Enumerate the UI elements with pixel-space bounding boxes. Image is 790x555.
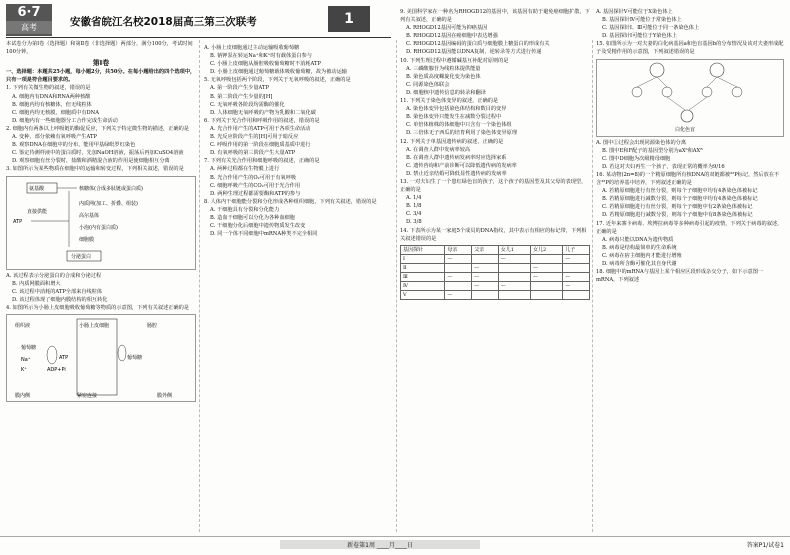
question-stem: 3. 如图所示为某些物质在细胞中的运输和转变过程，下列相关叙述，错误的是 [6,166,184,173]
column-2 [204,44,394,238]
answer-option: C. 无氧呼吸各阶段均需酶的催化 [210,101,285,108]
answer-option: D. 细胞核中遗传信息的转录和翻译 [406,89,486,96]
table-cell [498,263,530,272]
table-cell: — [531,263,563,272]
answer-option: B. 若精原细胞进行减数分裂，则每个子细胞中均有4条染色体被标记 [602,196,758,203]
table-cell: — [472,282,499,291]
answer-option: B. 染色体变异只能发生在减数分裂过程中 [406,114,502,121]
question-stem: 5. 无氧呼吸包括两个阶段，下列关于无氧呼吸的叙述，正确的是 [204,77,351,84]
fig-label: 分泌蛋白 [71,253,92,260]
fig-label: 肠腔 [147,322,158,329]
fig-label: 核糖体(合成多肽链或蛋白质) [79,185,143,192]
table-cell [445,263,472,272]
answer-option: C. 基因探针Ⅰ、Ⅲ可能位于同一条染色体上 [602,25,700,32]
answer-option: D. 该过程体现了细胞内膜结构的相互转化 [12,296,108,303]
answer-option: A. 若精原细胞进行有丝分裂，则每个子细胞中均有4条染色体被标记 [602,188,758,195]
table-cell: — [563,282,590,291]
question-stem: 10. 下列生理过程中遵循碱基互补配对原则的是 [400,57,509,64]
answer-option: B. 观察DNA在细胞中的分布，能用甲基绿吡罗红染色 [12,142,136,149]
table-cell: Ⅳ [401,282,445,291]
table-cell [472,254,499,263]
table-cell: Ⅰ [401,254,445,263]
fig-label: 氨基酸 [29,185,45,192]
answer-option: B. 造血干细胞可以分化为各种血细胞 [210,214,295,221]
answer-option: D. 病毒所含酶可催化其自身代谢 [602,260,677,267]
fig-label: 膜内侧 [15,392,31,399]
fig-label: 白化色盲 [675,126,696,133]
exam-title: 安徽省皖江名校2018届高三第三次联考 [70,16,257,28]
table-cell [445,282,472,291]
answer-option: D. 同一个体不同细胞中mRNA种类不完全相同 [210,231,318,238]
table-header-row [401,245,590,254]
question-list [596,8,784,57]
answer-option: C. 遗传咨询和产前诊断可以降低遗传病的发病率 [406,162,517,169]
table-cell: — [563,254,590,263]
answer-option: C. 病毒在宿主细胞内才能进行增殖 [602,252,682,259]
answer-option: C. 呼吸作用的第一阶段在细胞质基质中进行 [210,142,311,149]
question-stem: 7. 下列有关光合作用和细胞呼吸的叙述，正确的是 [204,158,320,165]
answer-option: B. 基因探针Ⅳ可能位于常染色体上 [602,17,682,24]
answer-option: A. 光合作用产生的ATP可用于各项生命活动 [210,125,311,132]
fig-label: 高尔基体 [79,212,100,219]
footer-week-label: 新卷第1周 ____月____日 [280,540,480,549]
answer-option: D. 人体细胞无氧呼吸的产物为乳酸和二氧化碳 [210,109,316,116]
answer-option: C. 3/4 [406,211,422,218]
answer-option: D. 三倍体无子西瓜的培育利用了染色体变异原理 [406,130,518,137]
footer-page-ref: 答案P1/试卷1 [746,542,784,549]
question-stem: 17. 近年来寨卡病毒、埃博拉病毒等多种病毒引起的疫情，下列关于病毒的叙述，正确的是 [596,220,783,235]
column-1 [6,6,196,404]
question-stem: 6. 下列关于光合作用和呼吸作用的叙述，错误的是 [204,117,320,124]
table-header-cell: 基因探针 [401,245,445,254]
question-stem: A. 基因探针Ⅴ可能位于X染色体上 [596,9,673,15]
table-header-cell: 儿子 [563,245,590,254]
answer-option: B. 细胞内均有核糖体，但无线粒体 [12,101,92,108]
answer-option: A. 细胞内有DNA和RNA两种核酸 [12,93,91,100]
answer-option: D. 观察细胞有丝分裂时，盐酸和酒精混合液的作用是使细胞相互分离 [12,158,170,165]
column-divider [592,40,593,532]
question-stem: A. 小肠上皮细胞通过主动运输吸收葡萄糖 [204,45,300,51]
question-list [6,84,196,173]
page-footer [0,536,790,553]
table-cell [563,263,590,272]
table-header-cell: 女儿2 [531,245,563,254]
answer-option: D. 若这对夫妇再生一个孩子，表现正常的概率为9/16 [602,163,725,170]
table-header-cell: 母亲 [445,245,472,254]
answer-option: D. 基因探针Ⅰ可能位于Y染色体上 [602,33,677,40]
question-list [400,8,590,243]
fig-label: ATP [59,354,69,361]
answer-option: A. RHOGD12基因可能为抑癌基因 [406,25,488,32]
answer-option: B. 光合作用产生的O₂可用于有氧呼吸 [210,174,297,181]
question-stem: 18. 细胞中的mRNA与基因上某个相应区段形成杂交分子，如下示意图一mRNA，下列叙述 [596,269,764,284]
question-stem: 12. 下列关于单基因遗传病的叙述，正确的是 [400,138,504,145]
table-cell [498,291,530,300]
fig-label: ATP [13,218,23,225]
answer-option: C. 小肠上皮细胞从肠腔吸收葡萄糖时不消耗ATP [210,61,321,68]
fig-label: 组织液 [15,322,31,329]
fig-label: 膜外侧 [157,392,173,399]
table-header-cell: 女儿1 [498,245,530,254]
answer-option: C. 同源染色体联会 [406,81,450,88]
answer-option: C. 细胞内均无核膜，细胞质中有DNA [12,109,99,116]
fig-label: 葡萄糖 [21,344,37,351]
table-cell [531,282,563,291]
figure-intestinal-cell-drawing [7,315,193,399]
logo-subtitle: 高考 [6,21,52,34]
answer-option: D. 若精原细胞进行减数分裂，则每个子细胞中有8条染色体被标记 [602,212,753,219]
question-stem: 2. 细胞内有两条以上呼吸链的酶促反应，下列关于特定微生物的描述，正确的是 [6,125,189,132]
figure-gamete-formation-drawing [597,60,781,134]
answer-option: B. RHOGD12基因在癌细胞中表达增强 [406,33,498,40]
table-cell: Ⅴ [401,291,445,300]
figure-protein-transport-drawing [7,177,193,267]
table-row [401,282,590,291]
table-header-cell: 父亲 [472,245,499,254]
column-4 [596,8,784,284]
section-instructions: 一、选择题：本题共25小题，每小题2分，共50分。在每小题给出的四个选项中，只有一项是符合题目要求的。 [6,69,196,84]
answer-option: B. 第二阶段产生少量的[H] [210,93,273,100]
question-list [204,44,394,238]
answer-option: A. 两种过程都在生物膜上进行 [210,166,280,173]
answer-option: C. 该过程中消耗的ATP全部来自线粒体 [12,288,103,295]
column-divider [199,40,200,532]
fig-label: K⁺ [21,366,27,373]
table-cell: — [498,282,530,291]
table-cell: — [563,273,590,282]
answer-option: A. 变种，部分依赖有氧呼吸产生ATP [12,134,97,141]
figure-gamete-formation [596,59,784,137]
fig-label: 小肠上皮细胞 [79,322,110,329]
question-stem: 15. 如图所示为一对夫妻的白化病基因a和色盲基因b的分布情况及该对夫妻形成配子及受精作用的示意图，下列叙述错误的是 [596,41,784,56]
answer-option: D. 两种生理过程都需要酶和ATP的参与 [210,190,301,197]
table-cell [472,291,499,300]
figure-protein-transport [6,176,196,270]
table-row [401,273,590,282]
paper-number-badge: 1 [328,6,370,32]
question-stem: 14. 下表所示为某一家庭5个成员的DNA指纹，其中表示有相应的标记带，下列相关叙述错误的是 [400,227,587,242]
table-cell: — [531,273,563,282]
table-cell: — [445,254,472,263]
answer-option: A. 病毒只能以DNA为遗传物质 [602,236,674,243]
answer-option: B. 内质网膜面积增大 [12,280,61,287]
answer-option: C. 单倍体植株的体细胞中只含有一个染色体组 [406,122,512,129]
answer-option: A. 在调查人群中发病率较高 [406,146,471,153]
answer-option: D. 细胞内有一些细胞器分工合作完成生命活动 [12,117,118,124]
fig-label: 内质网(加工、折叠、组装) [79,200,138,207]
table-cell: — [472,273,499,282]
answer-option: B. 在调查人群中遗传病发病率时应选择家系 [406,154,507,161]
column-3 [400,8,590,302]
table-cell: Ⅱ [401,263,445,272]
question-stem: 9. 美国科学家在一种名为RHOGD12的基因中，该基因有助于避免癌细胞扩散，下列有关叙述，正确的是 [400,9,590,24]
figure-intestinal-cell [6,314,196,402]
question-stem: 16. 某动物(2n=8)的一个精原细胞所有核DNA的双链都被³²P标记，然后放在不含³²P的培养基中培养，下列叙述正确的是 [596,171,780,187]
answer-option: D. 禁止近亲结婚可降低显性遗传病的发病率 [406,170,507,177]
section-title: 第Ⅰ卷 [92,59,110,68]
fig-label: Na⁺ [21,356,31,363]
answer-option: B. 1/8 [406,203,422,210]
answer-option: B. 染色质高度螺旋化变为染色体 [406,73,481,80]
column-divider [396,40,397,532]
dna-fingerprint-table [400,245,590,301]
answer-option: C. 干细胞分化后细胞中遗传物质发生改变 [210,223,306,230]
answer-option: A. 三磷酸腺苷为线粒体提供能量 [406,65,481,72]
answer-option: A. 第一阶段产生少量ATP [210,85,269,92]
answer-option: B. 图中E和F配子的基因型分别为aXᵇ和AXᴮ [602,147,703,154]
answer-option: D. 小肠上皮细胞通过葡萄糖载体吸收葡萄糖，故为被动运输 [210,69,347,76]
answer-option: B. 光反应阶段产生的[H]可用于暗反应 [210,134,299,141]
logo-number: 6·7 [17,5,41,20]
question-list [6,272,196,312]
table-cell [531,254,563,263]
table-cell [563,291,590,300]
answer-option: C. RHOGD12基因编码的蛋白质与细胞膜上糖蛋白的形成有关 [406,41,550,48]
table-cell: — [472,263,499,272]
table-cell [531,291,563,300]
exam-intro: 本试卷分为第Ⅰ卷（选择题）和第Ⅱ卷（非选择题）两部分，满分100分，考试时间100分钟。 [6,41,193,56]
fig-label: 细胞膜 [79,236,95,243]
question-stem: 13. 一对夫妇生了一个患红绿色盲的孩子，这个孩子的基因型及其父母的表现型，正确的是 [400,178,587,194]
table-cell: Ⅲ [401,273,445,282]
fig-label: 紧密连接 [77,392,98,399]
question-stem: 8. 人体内干细胞能分裂和分化形成各种组织细胞，下列有关叙述，错误的是 [204,198,377,205]
fig-label: ADP+Pi [47,366,66,373]
table-body [401,254,590,299]
question-stem: 4. 如图所示为小肠上皮细胞吸收葡萄糖等物质的示意图，下列有关叙述正确的是 [6,304,189,311]
question-list [596,139,784,285]
question-stem: A. 图中①过程会出现同源染色体的分离 [596,139,687,146]
table-row [401,263,590,272]
answer-option: A. 染色体变异包括染色体结构和数目的变异 [406,106,507,113]
answer-option: B. 钠钾泵在转运Na⁺和K⁺时有载体蛋白参与 [210,53,312,60]
answer-option: A. 干细胞具有分裂和分化能力 [210,206,280,213]
answer-option: B. 病毒是结构最简单的生命系统 [602,244,677,251]
table-cell: — [498,254,530,263]
table-cell [498,273,530,282]
table-row [401,254,590,263]
fig-label: 小泡(内有蛋白质) [79,224,118,231]
fig-label: 直接供能 [27,208,48,215]
answer-option: D. RHOGD12基因能以DNA复制、逆转录等方式进行传递 [406,49,542,56]
answer-option: C. 若精原细胞进行有丝分裂，则每个子细胞中有2条染色体被标记 [602,204,753,211]
table-row [401,291,590,300]
answer-option: C. 图中D细胞为次级精母细胞 [602,155,671,162]
answer-option: C. 细胞呼吸产生的CO₂可用于光合作用 [210,182,301,189]
answer-option: A. 1/4 [406,195,422,202]
table-cell: — [445,273,472,282]
question-stem: 11. 下列关于染色体变异的叙述，正确的是 [400,98,499,105]
fig-label: 葡萄糖 [127,354,143,361]
question-stem: A. 该过程表示分泌蛋白的合成和分泌过程 [6,272,102,279]
answer-option: D. 有氧呼吸的第三阶段产生大量ATP [210,150,296,157]
table-cell: — [445,291,472,300]
answer-option: D. 3/8 [406,219,422,226]
question-stem: 1. 下列有关微生物的叙述，错误的是 [6,85,91,92]
answer-option: C. 鉴定待测样液中的蛋白质时，先加NaOH溶液，振荡后再加CuSO4溶液 [12,150,184,157]
